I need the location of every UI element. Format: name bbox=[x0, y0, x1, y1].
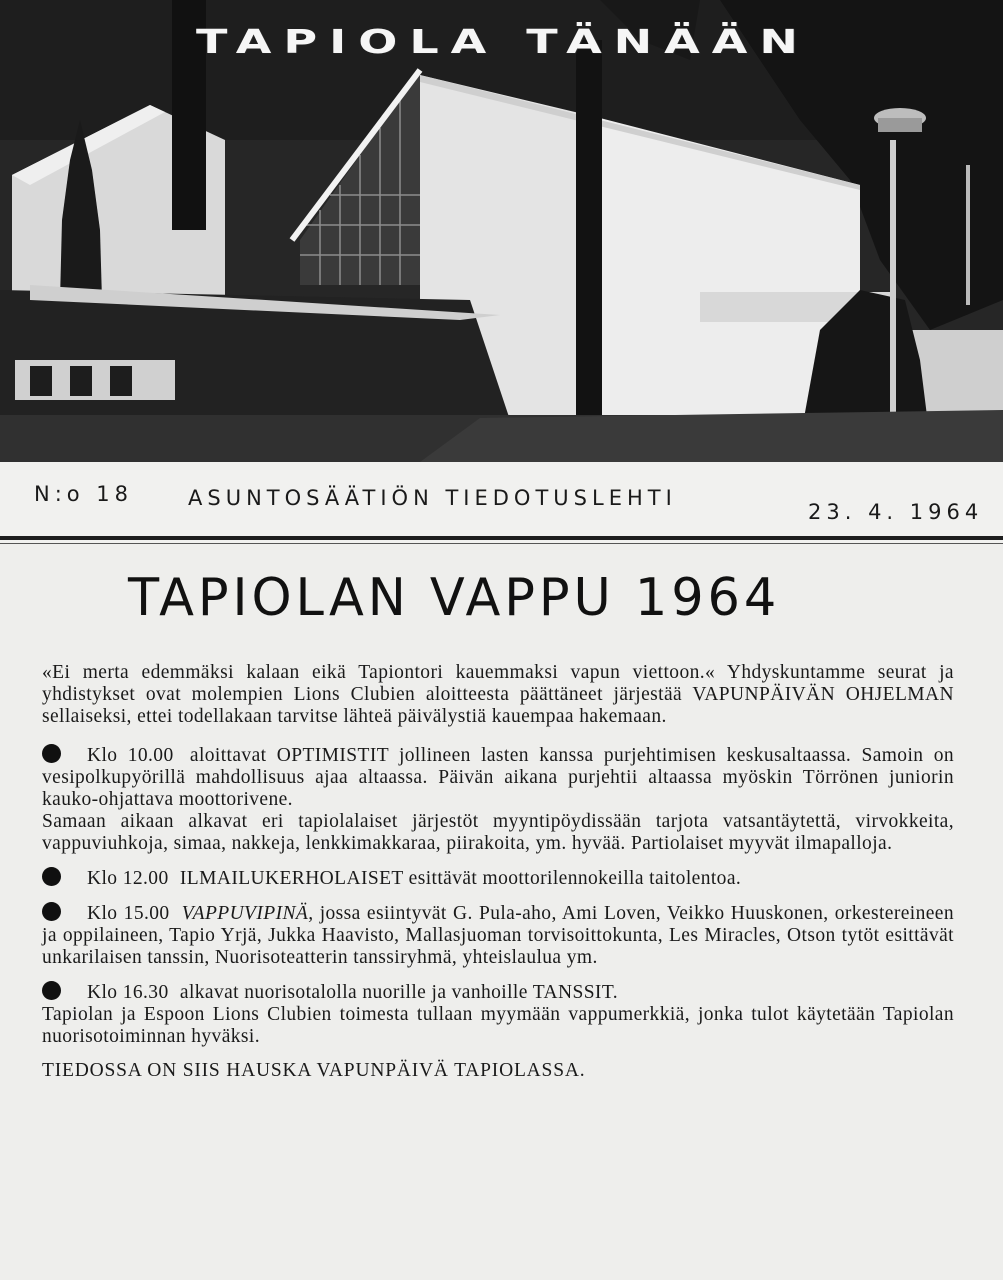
program-extra: Samaan aikaan alkavat eri tapiolalaiset järjestöt myyntipöydissään tarjota vatsantäytettä, virvokkeita, vappuviuhkoja, simaa, nakkeja, lenkkimakkaraa, piirakoita, ym. hyvää. Partiolaiset myyvät ilmapalloja. bbox=[42, 811, 954, 854]
bullet-icon bbox=[42, 981, 61, 1000]
program-description: alkavat nuorisotalolla nuorille ja vanhoille TANSSIT. bbox=[179, 982, 618, 1003]
rule-divider bbox=[0, 536, 1003, 540]
publication-name: ASUNTOSÄÄTIÖN TIEDOTUSLEHTI bbox=[188, 486, 677, 510]
program-extra: Tapiolan ja Espoon Lions Clubien toimesta tullaan myymään vappumerkkiä, jonka tulot käytetään Tapiolan nuorisotoiminnan hyväksi. bbox=[42, 1004, 954, 1047]
page-title: TAPIOLAN VAPPU 1964 bbox=[128, 568, 781, 628]
issue-date: 23. 4. 1964 bbox=[808, 500, 984, 524]
program-item-1000 bbox=[42, 744, 954, 855]
masthead-title: TAPIOLA TÄNÄÄN bbox=[196, 22, 810, 61]
closing-line: TIEDOSSA ON SIIS HAUSKA VAPUNPÄIVÄ TAPIOLASSA. bbox=[42, 1060, 586, 1081]
program-item-1200 bbox=[42, 867, 954, 890]
program-item-1630 bbox=[42, 981, 954, 1048]
program-item-text bbox=[42, 902, 954, 969]
program-description: aloittavat OPTIMISTIT jollineen lasten kanssa purjehtimisen keskusaltaassa. Samoin on vesipolkupyörillä mahdollisuus ajaa altaassa. Päivän aikana purjehtii altaassa myöskin Törrönen juniorin kauko-ohjattava moottorivene. bbox=[42, 745, 955, 810]
rule-divider-thin bbox=[0, 543, 1003, 544]
program-description: ILMAILUKERHOLAISET esittävät moottorilennokeilla taitolentoa. bbox=[179, 868, 742, 889]
program-time: Klo 15.00 bbox=[87, 903, 170, 924]
program-description: jossa esiintyvät G. Pula-aho, Ami Loven, Veikko Huuskonen, orkestereineen ja oppilaineen, Tapio Yrjä, Jukka Haavisto, Mallasjuoman torvisoittokunta, Les Miracles, Otson tytöt esittävät unkarilaisen tanssin, Nuorisoteatterin tanssiryhmä, yhteislaulua ym. bbox=[42, 903, 955, 968]
bullet-icon bbox=[42, 867, 61, 886]
program-time: Klo 10.00 bbox=[87, 745, 174, 766]
program-time: Klo 12.00 bbox=[87, 868, 169, 889]
intro-paragraph: «Ei merta edemmäksi kalaan eikä Tapiontori kauemmaksi vapun viettoon.« Yhdyskuntamme seurat ja yhdistykset ovat molempien Lions Clubien aloitteesta päättäneet järjestää VAPUNPÄIVÄN OHJELMAN sellaiseksi, ettei todellakaan tarvitse lähteä päivälystiä kauempaa hakemaan. bbox=[42, 662, 954, 727]
program-emphasis: VAPPUVIPINÄ, bbox=[181, 903, 314, 924]
program-item-text bbox=[42, 867, 954, 890]
program-item-text bbox=[42, 981, 954, 1004]
issue-strip bbox=[0, 462, 1003, 544]
program-item-text bbox=[42, 744, 954, 811]
program-time: Klo 16.30 bbox=[87, 982, 169, 1003]
issue-number: N:o 18 bbox=[34, 482, 134, 506]
bullet-icon bbox=[42, 902, 61, 921]
bullet-icon bbox=[42, 744, 61, 763]
building-photo bbox=[0, 0, 1003, 462]
article-body bbox=[42, 662, 954, 1096]
masthead-photo bbox=[0, 0, 1003, 462]
program-item-1500 bbox=[42, 902, 954, 969]
